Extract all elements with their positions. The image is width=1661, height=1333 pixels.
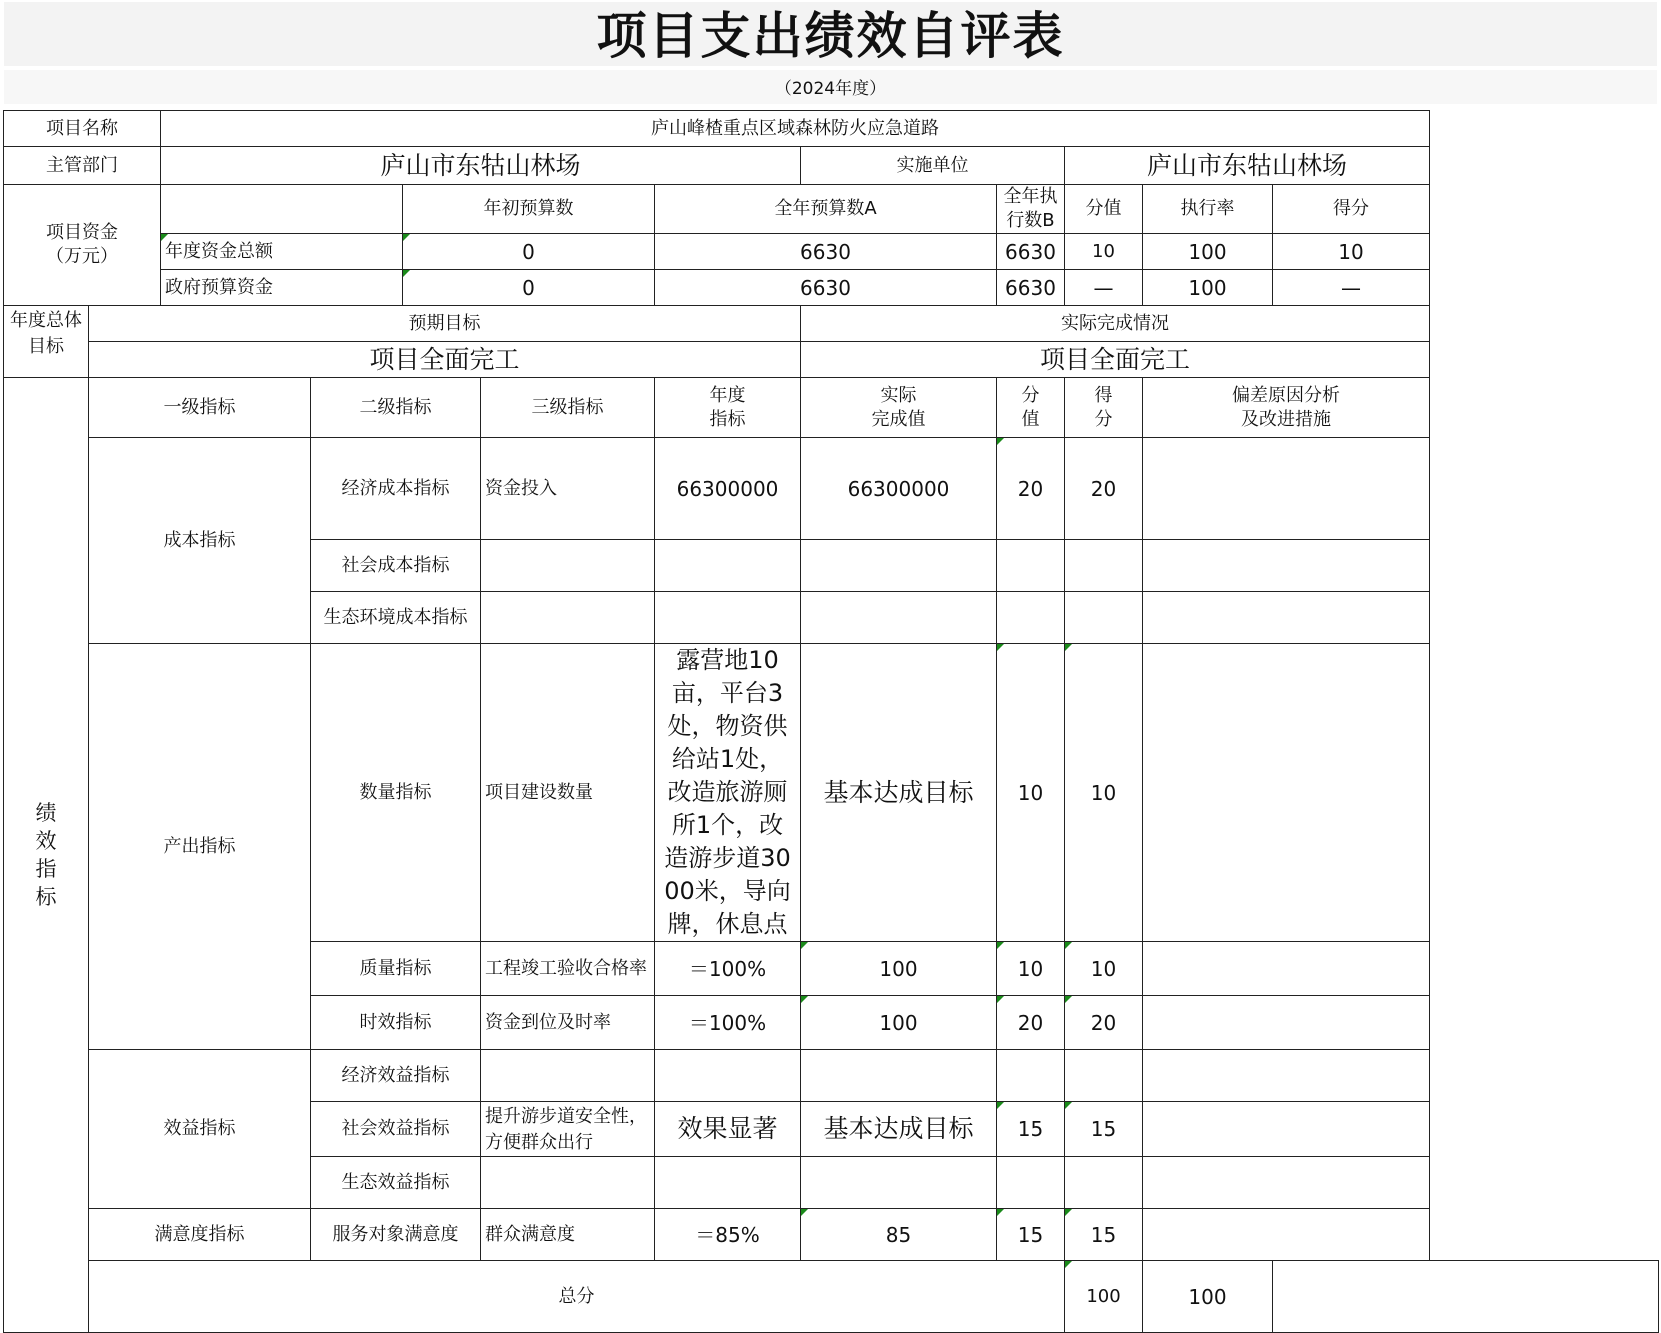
level3-cell: 资金到位及时率 xyxy=(481,996,655,1050)
funds-row-rate: 100 xyxy=(1143,234,1273,270)
funds-header-weight: 分值 xyxy=(1065,185,1143,234)
funds-header-blank xyxy=(161,185,403,234)
level3-cell xyxy=(481,1157,655,1209)
level1-output: 产出指标 xyxy=(89,644,311,1050)
level2-cell: 数量指标 xyxy=(311,644,481,942)
header-actual xyxy=(801,378,997,438)
weight-cell: 10 xyxy=(997,942,1065,996)
funds-row-initial: 0 xyxy=(403,270,655,306)
actual-cell: 100 xyxy=(801,942,997,996)
total-score: 100 xyxy=(1143,1261,1273,1333)
reason-cell xyxy=(1143,644,1430,942)
header-reason xyxy=(1143,378,1430,438)
actual-cell xyxy=(801,592,997,644)
annual-goal-label: 年度总体目标 xyxy=(4,306,89,378)
reason-cell xyxy=(1143,996,1430,1050)
score-cell: 10 xyxy=(1065,942,1143,996)
level3-cell xyxy=(481,592,655,644)
header-actual-line2: 完成值 xyxy=(871,408,926,430)
actual-cell: 100 xyxy=(801,996,997,1050)
level3-cell: 提升游步道安全性，方便群众出行 xyxy=(481,1102,655,1157)
header-reason-line1: 偏差原因分析 xyxy=(1232,384,1341,406)
department-value: 庐山市东牯山林场 xyxy=(161,147,801,185)
header-weight-line2: 值 xyxy=(1021,408,1040,430)
funds-label-line1: 项目资金 xyxy=(46,222,118,243)
self-evaluation-table xyxy=(3,110,1659,1333)
weight-cell xyxy=(997,1157,1065,1209)
score-cell: 10 xyxy=(1065,644,1143,942)
page-title: 项目支出绩效自评表 xyxy=(596,7,1065,65)
expected-goal-value: 项目全面完工 xyxy=(89,342,801,378)
level3-cell: 资金投入 xyxy=(481,438,655,540)
level2-cell: 经济效益指标 xyxy=(311,1050,481,1102)
header-level1: 一级指标 xyxy=(89,378,311,438)
target-cell: ＝100% xyxy=(655,942,801,996)
funds-row-annual: 6630 xyxy=(655,234,997,270)
department-row xyxy=(4,147,1659,185)
funds-row-name: 政府预算资金 xyxy=(161,270,403,306)
project-name-label: 项目名称 xyxy=(4,111,161,147)
level2-cell: 社会成本指标 xyxy=(311,540,481,592)
goal-value-row xyxy=(4,342,1659,378)
indicator-row xyxy=(4,1050,1659,1102)
score-cell xyxy=(1065,1157,1143,1209)
funds-row-initial: 0 xyxy=(403,234,655,270)
score-cell: 20 xyxy=(1065,996,1143,1050)
target-cell: ＝85% xyxy=(655,1209,801,1261)
funds-header-initial: 年初预算数 xyxy=(403,185,655,234)
weight-cell: 15 xyxy=(997,1102,1065,1157)
target-cell xyxy=(655,1157,801,1209)
target-cell: ＝100% xyxy=(655,996,801,1050)
funds-row-weight: 10 xyxy=(1065,234,1143,270)
level2-cell: 时效指标 xyxy=(311,996,481,1050)
project-name-value: 庐山峰楂重点区域森林防火应急道路 xyxy=(161,111,1430,147)
reason-cell xyxy=(1143,540,1430,592)
implementer-value: 庐山市东牯山林场 xyxy=(1065,147,1430,185)
level3-cell: 工程竣工验收合格率 xyxy=(481,942,655,996)
level1-satisfaction: 满意度指标 xyxy=(89,1209,311,1261)
funds-gov-row xyxy=(4,270,1659,306)
indicator-row xyxy=(4,644,1659,942)
funds-row-name: 年度资金总额 xyxy=(161,234,403,270)
header-weight-line1: 分 xyxy=(1021,384,1040,406)
funds-row-score: — xyxy=(1273,270,1430,306)
header-target-line2: 指标 xyxy=(709,408,746,430)
actual-cell xyxy=(801,1050,997,1102)
implementer-label: 实施单位 xyxy=(801,147,1065,185)
weight-cell xyxy=(997,1050,1065,1102)
reason-cell xyxy=(1143,438,1430,540)
funds-row-annual: 6630 xyxy=(655,270,997,306)
actual-completion-value: 项目全面完工 xyxy=(801,342,1430,378)
header-actual-line1: 实际 xyxy=(880,384,917,406)
reason-cell xyxy=(1143,1157,1430,1209)
header-level3: 三级指标 xyxy=(481,378,655,438)
header-reason-line2: 及改进措施 xyxy=(1241,408,1332,430)
actual-cell: 66300000 xyxy=(801,438,997,540)
actual-cell: 85 xyxy=(801,1209,997,1261)
funds-header-row xyxy=(4,185,1659,234)
level2-cell: 质量指标 xyxy=(311,942,481,996)
funds-row-executed: 6630 xyxy=(997,270,1065,306)
target-cell: 效果显著 xyxy=(655,1102,801,1157)
reason-cell xyxy=(1143,1102,1430,1157)
actual-cell: 基本达成目标 xyxy=(801,1102,997,1157)
expected-goal-label: 预期目标 xyxy=(89,306,801,342)
actual-cell xyxy=(801,540,997,592)
target-cell xyxy=(655,540,801,592)
score-cell xyxy=(1065,540,1143,592)
level3-cell: 项目建设数量 xyxy=(481,644,655,942)
total-weight: 100 xyxy=(1065,1261,1143,1333)
header-target-line1: 年度 xyxy=(709,384,746,406)
target-cell xyxy=(655,592,801,644)
reason-cell xyxy=(1143,592,1430,644)
performance-indicator-text: 绩效指标 xyxy=(35,801,57,909)
funds-label xyxy=(4,185,161,306)
header-score-line2: 分 xyxy=(1094,408,1113,430)
header-level2: 二级指标 xyxy=(311,378,481,438)
weight-cell xyxy=(997,592,1065,644)
goal-header-row xyxy=(4,306,1659,342)
report-year: （2024年度） xyxy=(774,79,887,99)
level2-cell: 经济成本指标 xyxy=(311,438,481,540)
indicator-header-row xyxy=(4,378,1659,438)
funds-row-score: 10 xyxy=(1273,234,1430,270)
indicator-row xyxy=(4,438,1659,540)
total-reason xyxy=(1273,1261,1659,1333)
level1-benefit: 效益指标 xyxy=(89,1050,311,1209)
total-row xyxy=(4,1261,1659,1333)
level2-cell: 社会效益指标 xyxy=(311,1102,481,1157)
funds-header-score: 得分 xyxy=(1273,185,1430,234)
reason-cell xyxy=(1143,942,1430,996)
project-name-row xyxy=(4,111,1659,147)
indicator-row xyxy=(4,1209,1659,1261)
funds-label-unit: （万元） xyxy=(46,246,118,267)
department-label: 主管部门 xyxy=(4,147,161,185)
target-cell xyxy=(655,1050,801,1102)
score-cell: 20 xyxy=(1065,438,1143,540)
score-cell: 15 xyxy=(1065,1209,1143,1261)
funds-row-rate: 100 xyxy=(1143,270,1273,306)
weight-cell: 10 xyxy=(997,644,1065,942)
level2-cell: 生态环境成本指标 xyxy=(311,592,481,644)
level3-cell xyxy=(481,1050,655,1102)
actual-cell xyxy=(801,1157,997,1209)
level3-cell xyxy=(481,540,655,592)
funds-header-rate: 执行率 xyxy=(1143,185,1273,234)
header-target xyxy=(655,378,801,438)
funds-row-executed: 6630 xyxy=(997,234,1065,270)
level2-cell: 生态效益指标 xyxy=(311,1157,481,1209)
score-cell xyxy=(1065,1050,1143,1102)
header-score xyxy=(1065,378,1143,438)
target-cell: 露营地10亩，平台3处，物资供给站1处，改造旅游厕所1个，改造游步道3000米，导向牌，休息点 xyxy=(655,644,801,942)
actual-completion-label: 实际完成情况 xyxy=(801,306,1430,342)
score-cell xyxy=(1065,592,1143,644)
performance-indicator-label xyxy=(4,378,89,1333)
actual-cell: 基本达成目标 xyxy=(801,644,997,942)
funds-total-row xyxy=(4,234,1659,270)
total-label: 总分 xyxy=(89,1261,1065,1333)
weight-cell: 20 xyxy=(997,996,1065,1050)
header-weight xyxy=(997,378,1065,438)
level2-cell: 服务对象满意度 xyxy=(311,1209,481,1261)
reason-cell xyxy=(1143,1050,1430,1102)
reason-cell xyxy=(1143,1209,1430,1261)
weight-cell: 20 xyxy=(997,438,1065,540)
funds-header-annual: 全年预算数A xyxy=(655,185,997,234)
funds-row-weight: — xyxy=(1065,270,1143,306)
level3-cell: 群众满意度 xyxy=(481,1209,655,1261)
header-score-line1: 得 xyxy=(1094,384,1113,406)
target-cell: 66300000 xyxy=(655,438,801,540)
funds-header-executed: 全年执行数B xyxy=(997,185,1065,234)
score-cell: 15 xyxy=(1065,1102,1143,1157)
weight-cell xyxy=(997,540,1065,592)
level1-cost: 成本指标 xyxy=(89,438,311,644)
weight-cell: 15 xyxy=(997,1209,1065,1261)
